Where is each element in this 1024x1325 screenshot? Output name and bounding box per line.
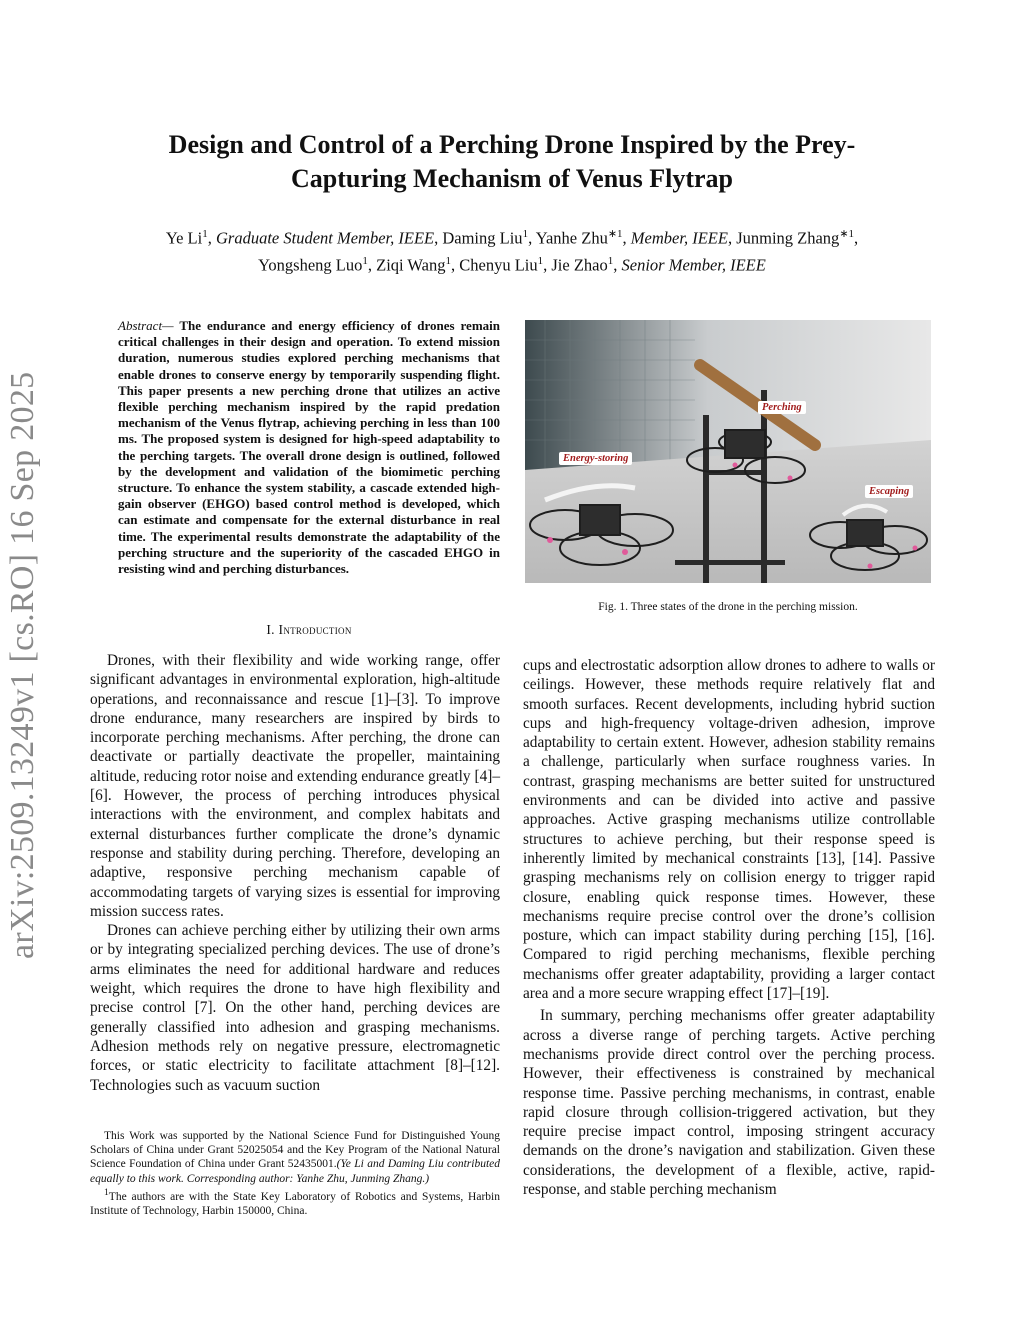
contribution-note: (Ye Li and Daming Liu contributed equally to this work. Corresponding author: Yanhe Zhu, Junming Zhang.)	[90, 1158, 500, 1185]
abstract-lead: Abstract—	[118, 318, 174, 333]
author-affiliation-mark: 1	[362, 254, 368, 267]
author-affiliation-mark: 1	[445, 254, 452, 267]
body-paragraph: Drones can achieve perching either by utilizing their own arms or by integrating specialized perching devices. The use of drone’s arms eliminates the need for additional hardware and reduces weight, which requires the drone to have high flexibility and precise control [7]. On the other hand, perching devices are generally classified into adhesion and grasping mechanisms. Adhesion methods rely on negative pressure, electromagnetic forces, or static electricity to facilitate attachment [8]–[12]. Technologies such as vacuum suction	[90, 922, 500, 1094]
affiliation-note	[90, 1186, 500, 1218]
author-name: Junming Zhang	[736, 228, 840, 248]
author-name: Chenyu Liu	[459, 255, 538, 274]
author-name: Daming Liu	[442, 228, 523, 248]
author-name: Yongsheng Luo	[258, 255, 363, 274]
left-column-body	[90, 651, 500, 1095]
abstract	[118, 318, 500, 577]
author-list: Ye Li$^1$, Graduate Student Member, IEEE, Daming Liu$^1$, Yanhe Zhu$^{∗1}$, Member, IEEE, Junming Zhang$^{∗1}$, Yongsheng Luo$^1$, Ziqi Wang$^1$, Chenyu Liu$^1$, Jie Zhao$^1$, Senior Member, IEEE	[165, 228, 859, 274]
body-paragraph: cups and electrostatic adsorption allow drones to adhere to walls or ceilings. However, these methods require relatively flat and smooth surfaces. Recent developments, including hybrid suction cups and high-frequency voltage-driven adhesion, improve adaptability to certain extent. However, adhesion stability remains a challenge, particularly when surface roughness varies. In contrast, grasping mechanisms are better suited for unstructured environments and can be divided into active and passive approaches. Active grasping mechanisms utilize controllable structures to achieve perching, but their response speed is inherently limited by mechanical constraints [13], [14]. Passive grasping mechanisms rely on collision energy to trigger rapid closure, enabling quick response times. However, these mechanisms require precise control over the drone’s collision posture, which can impact stability during perching [15], [16]. Compared to rigid perching mechanisms, flexible perching mechanisms offer greater adaptability, providing a larger contact area and a more secure wrapping effect [17]–[19].	[523, 657, 935, 1003]
section-title: Introduction	[278, 622, 352, 637]
author-affiliation-mark: 1	[202, 228, 208, 240]
paper-title: Design and Control of a Perching Drone Inspired by the Prey-Capturing Mechanism of Venus Flytrap	[168, 130, 856, 193]
section-heading	[118, 622, 500, 638]
label-perching: Perching	[758, 401, 806, 414]
body-paragraph: Drones, with their flexibility and wide working range, offer significant advantages in environmental exploration, high-altitude operations, and reconnaissance and rescue [1]–[3]. To improve drone endurance, many researchers are inspired by birds to incorporate perching mechanisms. After perching, the drone can deactivate or partially deactivate the propeller, maintaining altitude, reducing rotor noise and extending endurance greatly [4]–[6]. However, the process of perching introduces physical interactions with the environment, and complex habitats and external disturbances further complicate the drone’s dynamic response and stability during perching. Therefore, developing an adaptive, responsive perching mechanism capable of accommodating targets of varying sizes is essential for improving mission success rates.	[90, 652, 500, 920]
author-name: Yanhe Zhu	[535, 228, 608, 248]
affiliation-text: The authors are with the State Key Laboratory of Robotics and Systems, Harbin Institute of Technology, Harbin 150000, China.	[90, 1190, 500, 1217]
author-affiliation-mark: ∗1	[607, 228, 623, 240]
arxiv-identifier: arXiv:2509.13249v1 [cs.RO] 16 Sep 2025	[4, 371, 41, 959]
author-membership: Member, IEEE	[630, 228, 728, 248]
author-affiliation-mark: 1	[537, 254, 544, 267]
affiliation-mark: 1	[104, 1186, 109, 1198]
funding-text: This Work was supported by the National Science Fund for Distinguished Young Scholars of China under Grant 52025054 and the Key Program of the National Natural Science Foundation of China under Grant 52435001.	[90, 1130, 500, 1171]
right-column-body	[523, 656, 935, 1199]
label-escaping: Escaping	[865, 485, 913, 498]
label-energy-storing: Energy-storing	[559, 452, 632, 465]
author-name: Jie Zhao	[551, 255, 608, 274]
body-paragraph: In summary, perching mechanisms offer greater adaptability across a diverse range of perching targets. Active perching mechanisms provide direct control over the perching process. However, their effectiveness is constrained by mechanical response time. Passive perching mechanisms, in contrast, enable rapid closure through collision-triggered activation, but they require precise impact control, imposing stringent accuracy demands on the drone’s navigation and stabilization. Given these considerations, the development of a flexible, active, rapid-response, and stable perching mechanism	[523, 1007, 935, 1199]
author-affiliation-mark: ∗1	[839, 228, 855, 240]
author-name: Ye Li	[165, 228, 203, 248]
author-affiliation-mark: 1	[522, 228, 529, 240]
figure-caption: Fig. 1. Three states of the drone in the perching mission.	[598, 601, 858, 613]
author-name: Ziqi Wang	[376, 255, 446, 274]
author-membership: Graduate Student Member, IEEE	[215, 228, 435, 248]
author-affiliation-mark: 1	[607, 254, 614, 267]
section-number: I.	[266, 622, 279, 637]
footnote	[90, 1129, 500, 1218]
abstract-text: The endurance and energy efficiency of drones remain critical challenges in their design and operation. To extend mission duration, numerous studies explored perching mechanisms that enable drones to conserve energy by temporarily suspending flight. This paper presents a new perching drone that utilizes an active flexible perching mechanism inspired by the rapid predation mechanism of the Venus flytrap, achieving perching in less than 100 ms. The proposed system is designed for high-speed adaptability to the perching targets. The overall drone design is outlined, followed by the development and validation of the biomimetic perching structure. To enhance the system stability, a cascade extended high-gain observer (EHGO) based control method is developed, which can estimate and compensate for the external disturbance in real time. The experimental results demonstrate the adaptability of the perching structure and the superiority of the cascaded EHGO in resisting wind and perching disturbances.	[118, 318, 500, 577]
author-membership: Senior Member, IEEE	[621, 255, 766, 274]
funding-note	[90, 1129, 500, 1186]
figure-photo	[525, 320, 931, 583]
